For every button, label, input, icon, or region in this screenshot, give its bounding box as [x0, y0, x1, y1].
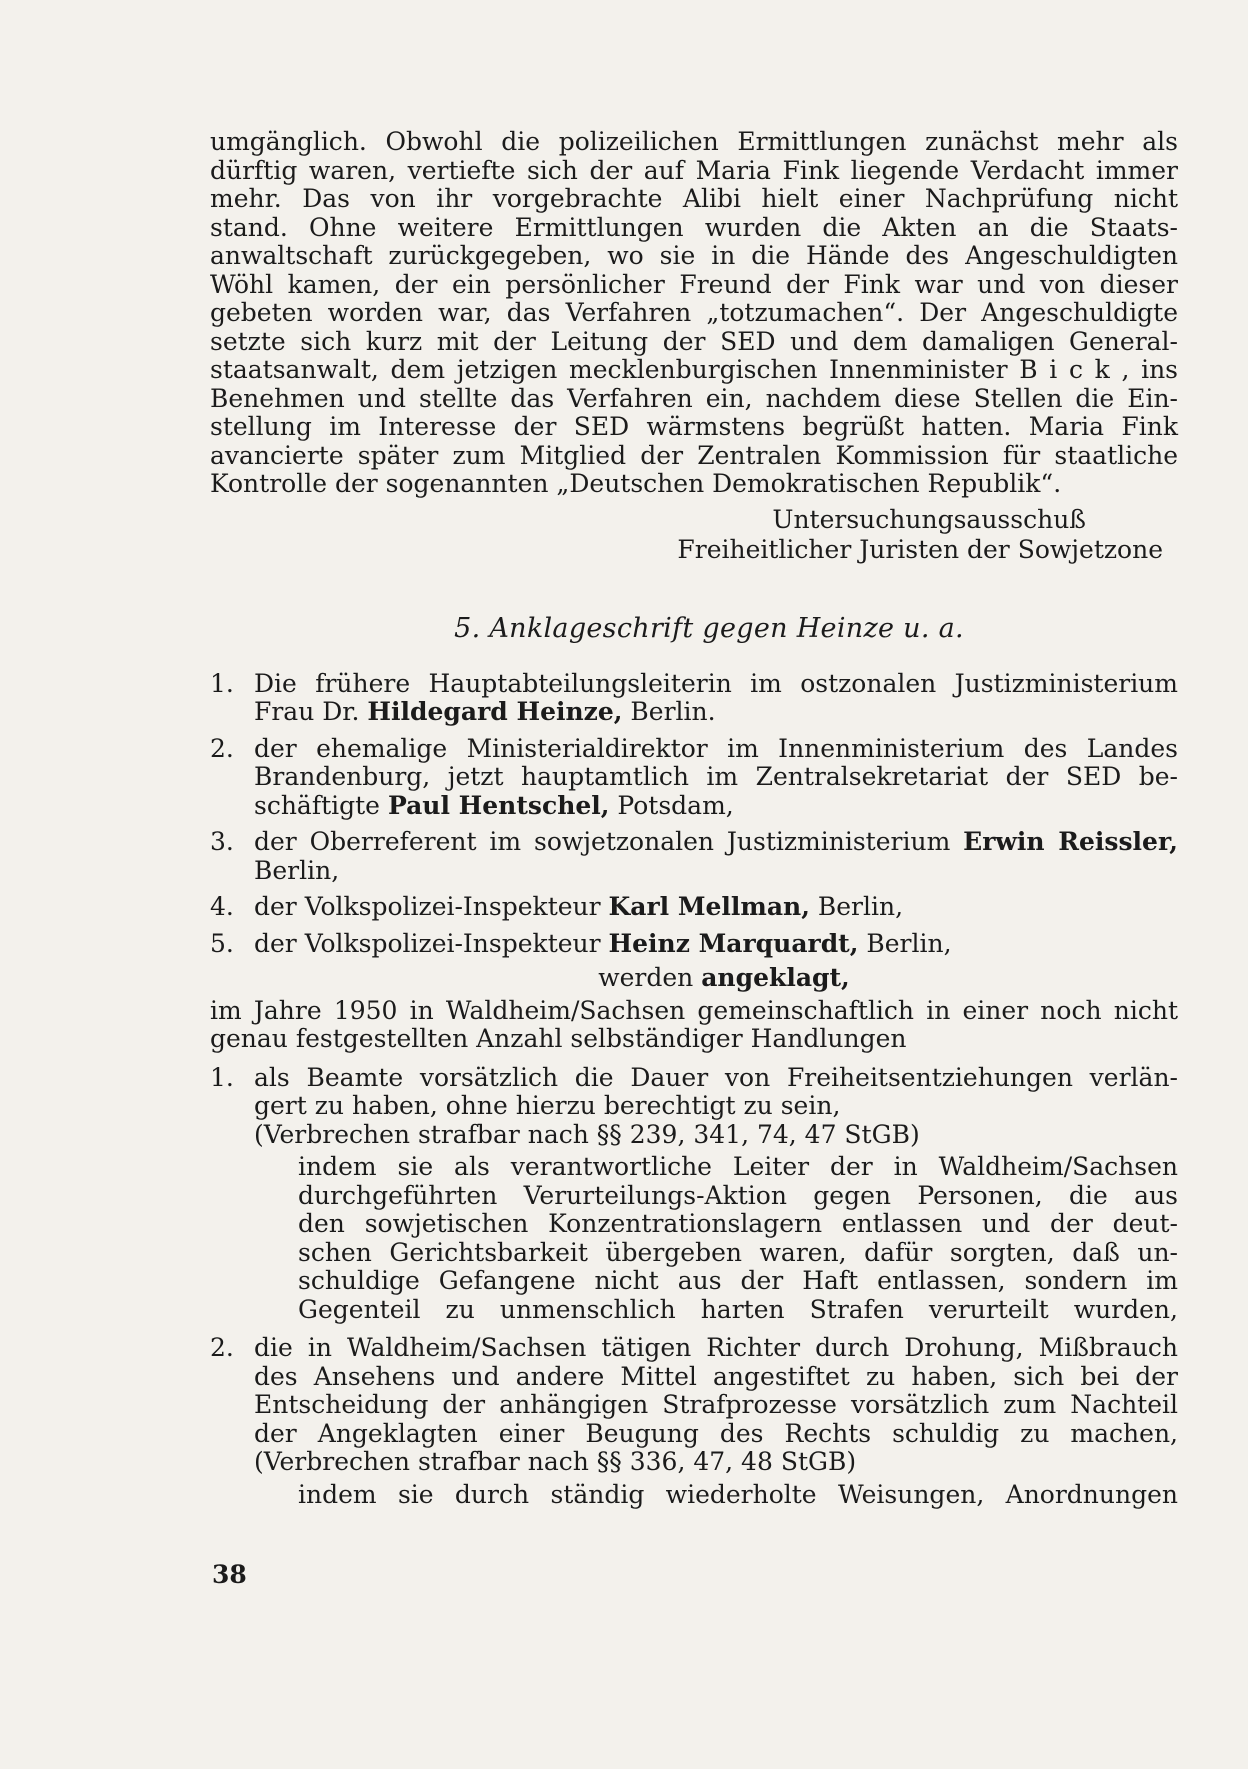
law-reference: (Verbrechen strafbar nach §§ 336, 47, 48 StGB) — [254, 1447, 857, 1476]
text-line: der Angeklagten einer Beugung des Rechts schuldig zu machen, — [254, 1418, 1178, 1448]
text-fragment: der Volkspolizei-Inspekteur — [254, 892, 609, 921]
section-heading: 5. Anklageschrift gegen Heinze u. a. — [454, 612, 964, 644]
text-line: den sowjetischen Konzentrationslagern entlassen und der deut- — [298, 1209, 1178, 1238]
page-content — [210, 128, 1178, 1509]
charge-count — [210, 1334, 1178, 1509]
charged-word: angeklagt, — [701, 963, 850, 992]
text-line — [254, 893, 1178, 922]
text-line: mehr. Das von ihr vorgebrachte Alibi hielt einer Nachprüfung nicht — [210, 184, 1178, 213]
text-fragment: der Volkspolizei-Inspekteur — [254, 928, 609, 958]
text-fragment: Potsdam, — [609, 790, 734, 820]
text-line: stellung im Interesse der SED wärmstens begrüßt hatten. Maria Fink — [210, 412, 1178, 441]
text-fragment: Berlin. — [622, 697, 716, 726]
text-line: Benehmen und stellte das Verfahren ein, nachdem diese Stellen die Ein- — [210, 383, 1178, 413]
text-line: Gegenteil zu unmenschlich harten Strafen verurteilt wurden, — [298, 1294, 1178, 1324]
text-line: schuldige Gefangene nicht aus der Haft entlassen, sondern im — [298, 1266, 1178, 1295]
list-item — [210, 930, 1178, 959]
text-line: des Ansehens und andere Mittel angestiftet zu haben, sich bei der — [254, 1361, 1178, 1391]
text-line: umgänglich. Obwohl die polizeilichen Ermittlungen zunächst mehr als — [210, 127, 1178, 156]
text-line: im Jahre 1950 in Waldheim/Sachsen gemeinschaftlich in einer noch nicht — [210, 995, 1178, 1025]
law-reference: (Verbrechen strafbar nach §§ 239, 341, 74, 47 StGB) — [254, 1119, 920, 1149]
page-number: 38 — [212, 1560, 247, 1589]
text-fragment: Berlin, — [809, 892, 904, 921]
text-line: Berlin, — [254, 855, 340, 885]
item-number: 4. — [210, 892, 234, 921]
text-line: als Beamte vorsätzlich die Dauer von Freiheitsentziehungen verlän- — [254, 1062, 1178, 1092]
text-line: schen Gerichtsbarkeit übergeben waren, dafür sorgten, daß un- — [298, 1237, 1178, 1267]
item-number: 3. — [210, 827, 234, 856]
list-item — [210, 670, 1178, 727]
intro-paragraph — [210, 128, 1178, 499]
list-item — [210, 828, 1178, 885]
charge-intro — [210, 997, 1178, 1054]
text-line — [254, 792, 1178, 821]
text-fragment: der Oberreferent im sowjetzonalen Justizministerium — [254, 827, 964, 856]
text-line: Die frühere Hauptabteilungsleiterin im ostzonalen Justizministerium — [254, 668, 1178, 698]
text-line: avancierte später zum Mitglied der Zentralen Kommission für staatliche — [210, 440, 1178, 470]
text-line: Kontrolle der sogenannten „Deutschen Demokratischen Republik“. — [210, 469, 1062, 498]
item-number: 1. — [210, 668, 234, 698]
text-line: die in Waldheim/Sachsen tätigen Richter durch Drohung, Mißbrauch — [254, 1333, 1178, 1362]
text-line: staatsanwalt, dem jetzigen mecklenburgischen Innenminister B i c k , ins — [210, 355, 1178, 384]
count-explanation — [254, 1481, 1178, 1510]
text-line: durchgeführten Verurteilungs-Aktion gegen Personen, die aus — [298, 1180, 1178, 1210]
text-fragment: schäftigte — [254, 790, 388, 820]
text-line: setzte sich kurz mit der Leitung der SED und dem damaligen General- — [210, 326, 1178, 356]
text-line: dürftig waren, vertiefte sich der auf Maria Fink liegende Verdacht immer — [210, 155, 1178, 185]
accused-name: Heinz Marquardt, — [608, 928, 859, 958]
item-number: 1. — [210, 1062, 234, 1092]
signature-line-2: Freiheitlicher Juristen der Sowjetzone — [677, 534, 1163, 564]
text-line: gebeten worden war, das Verfahren „totzumachen“. Der Angeschuldigte — [210, 298, 1178, 327]
text-line: der ehemalige Ministerialdirektor im Innenministerium des Landes — [254, 733, 1178, 763]
item-number: 2. — [210, 1333, 234, 1362]
text-line: Wöhl kamen, der ein persönlicher Freund der Fink war und von dieser — [210, 269, 1178, 299]
accused-name: Hildegard Heinze, — [367, 697, 623, 726]
text-line: gert zu haben, ohne hierzu berechtigt zu sein, — [254, 1091, 841, 1120]
accused-name: Karl Mellman, — [608, 892, 810, 921]
text-line: Brandenburg, jetzt hauptamtlich im Zentralsekretariat der SED be- — [254, 762, 1178, 791]
count-explanation — [254, 1153, 1178, 1324]
list-item — [210, 735, 1178, 821]
text-line: indem sie als verantwortliche Leiter der in Waldheim/Sachsen — [298, 1152, 1178, 1181]
charge-count — [210, 1064, 1178, 1325]
text-line: indem sie durch ständig wiederholte Weisungen, Anordnungen — [298, 1479, 1178, 1509]
accused-list — [210, 670, 1178, 959]
text-line: Entscheidung der anhängigen Strafprozesse vorsätzlich zum Nachteil — [254, 1390, 1178, 1419]
item-number: 5. — [210, 928, 234, 958]
list-item — [210, 893, 1178, 922]
text-fragment: Berlin, — [858, 928, 952, 958]
text-line — [254, 930, 1178, 959]
text-line — [254, 828, 1178, 857]
text-fragment: werden — [598, 963, 702, 992]
text-line: anwaltschaft zurückgegeben, wo sie in die Hände des Angeschuldigten — [210, 241, 1178, 270]
text-line: genau festgestellten Anzahl selbständiger Handlungen — [210, 1024, 907, 1053]
item-number: 2. — [210, 733, 234, 763]
accused-name: Paul Hentschel, — [387, 790, 610, 820]
text-fragment: Frau Dr. — [254, 697, 368, 726]
signature-block — [210, 505, 1178, 565]
signature-line-1: Untersuchungsausschuß — [772, 504, 1086, 534]
text-line: stand. Ohne weitere Ermittlungen wurden die Akten an die Staats- — [210, 212, 1178, 242]
accused-name: Erwin Reissler, — [963, 827, 1178, 856]
text-line — [254, 698, 1178, 727]
charged-line — [270, 964, 1178, 993]
